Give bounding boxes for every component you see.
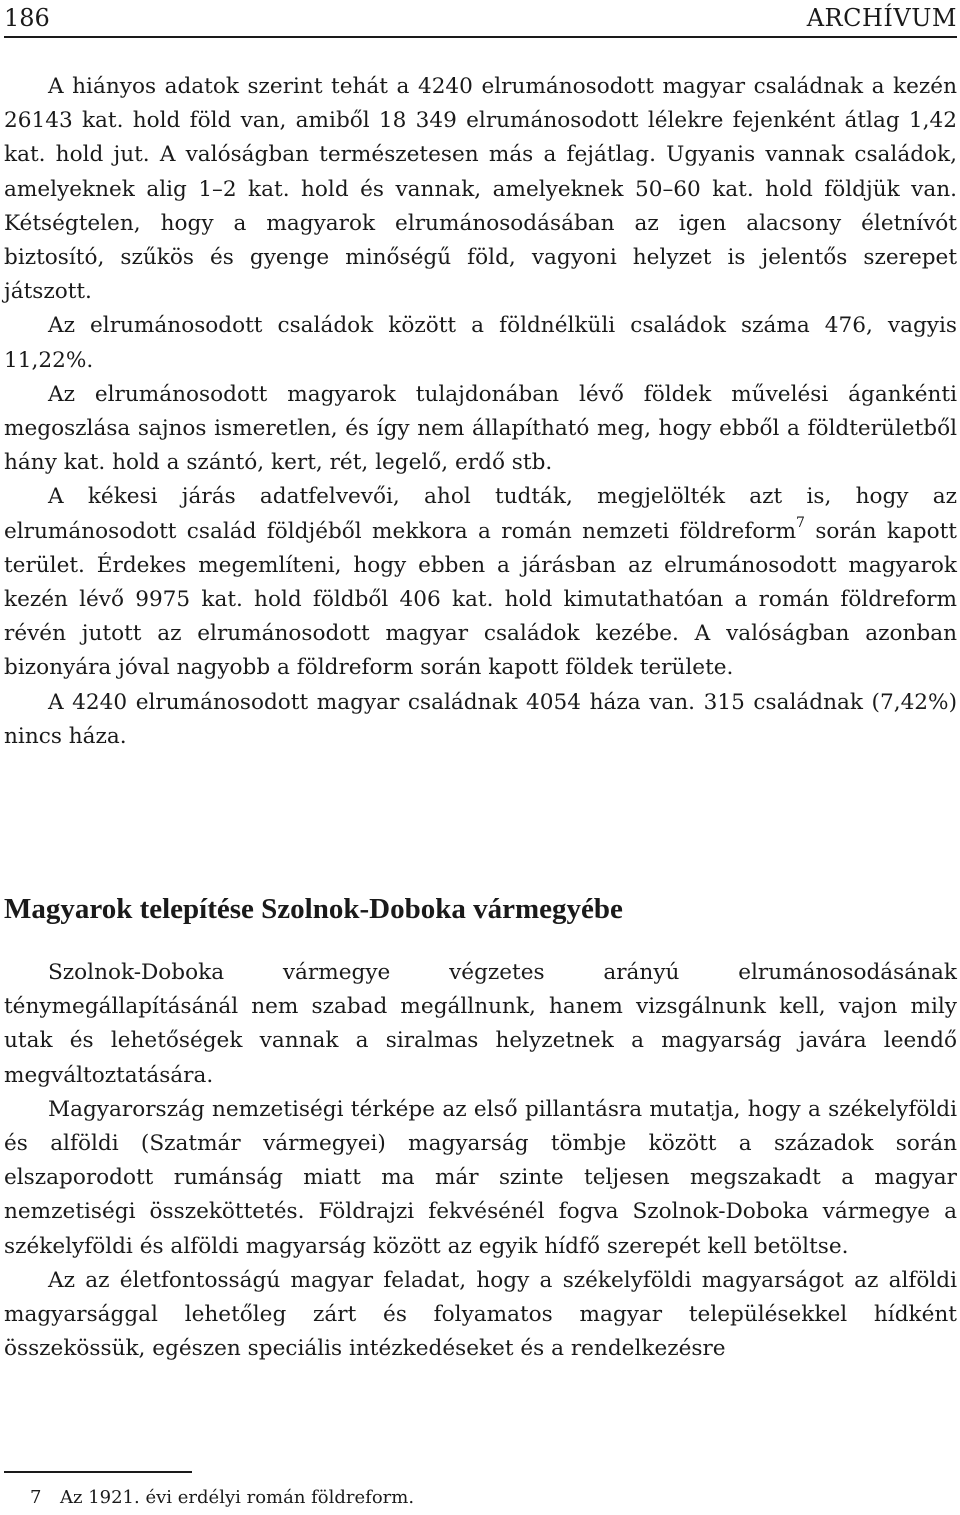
header-rule <box>4 36 957 38</box>
body-text-upper <box>4 70 957 754</box>
body-paragraph: Magyarország nemzetiségi térképe az első pillantásra mutatja, hogy a székelyföldi és alföldi (Szatmár vármegyei) magyarság tömbje között a századok során elszaporodott rumánság miatt ma már szinte teljesen megszakadt a magyar nemzetiségi összeköttetés. Földrajzi fekvésénél fogva Szolnok-Doboka vármegye a székelyföldi és alföldi magyarság között az egyik hídfő szerepét kell betöltse. <box>4 1096 957 1259</box>
running-header <box>4 2 957 34</box>
page-number: 186 <box>4 4 50 32</box>
footnote-rule <box>4 1471 192 1473</box>
footnote-text: Az 1921. évi erdélyi román földreform. <box>60 1487 415 1508</box>
body-paragraph: Az elrumánosodott magyarok tulajdonában lévő földek művelési ágankénti megoszlása sajnos ismeretlen, és így nem állapítható meg, hogy ebből a földterületből hány kat. hold a szántó, kert, rét, legelő, erdő stb. <box>4 381 957 476</box>
paragraph-text: során kapott terület. Érdekes megemlíteni, hogy ebben a járásban az elrumánosodott magyarok kezén lévő 9975 kat. hold földből 406 kat. hold kimutathatóan a román földreform révén jutott az elrumánosodott magyar családok kezébe. A valóságban azonban bizonyára jóval nagyobb a földreform során kapott földek területe. <box>4 518 957 681</box>
journal-title: ARCHÍVUM <box>806 4 957 32</box>
body-paragraph: Az elrumánosodott családok között a földnélküli családok száma 476, vagyis 11,22%. <box>4 313 957 373</box>
body-paragraph: Az az életfontosságú magyar feladat, hogy a székelyföldi magyarságot az alföldi magyarsággal lehetőleg zárt és folyamatos magyar településekkel hídként összekössük, egészen speciális intézkedéseket és a rendelkezésre <box>4 1267 957 1362</box>
body-text-lower <box>4 956 957 1366</box>
body-paragraph: A hiányos adatok szerint tehát a 4240 elrumánosodott magyar családnak a kezén 26143 kat. hold föld van, amiből 18 349 elrumánosodott lélekre fejenként átlag 1,42 kat. hold jut. A valóságban természetesen más a fejátlag. Ugyanis vannak családok, amelyeknek alig 1–2 kat. hold és vannak, amelyeknek 50–60 kat. hold földjük van. Kétségtelen, hogy a magyarok elrumánosodásában az igen alacsony életnívót biztosító, szűkös és gyenge minőségű föld, vagyoni helyzet is jelentős szerepet játszott. <box>4 74 957 305</box>
paragraph-text: A kékesi járás adatfelvevői, ahol tudták, megjelölték azt is, hogy az elrumánosodott család földjéből mekkora a román nemzeti földreform <box>4 484 957 544</box>
body-paragraph-with-footnote <box>4 480 957 685</box>
footnote-number: 7 <box>30 1487 42 1508</box>
body-paragraph: Szolnok-Doboka vármegye végzetes arányú elrumánosodásának ténymegállapításánál nem szabad megállnunk, hanem vizsgálnunk kell, vajon mily utak és lehetőségek vannak a siralmas helyzetnek a magyarság javára leendő megváltoztatására. <box>4 960 957 1088</box>
document-page <box>4 0 957 1515</box>
section-heading: Magyarok telepítése Szolnok-Doboka vármegyébe <box>4 893 623 925</box>
body-paragraph: A 4240 elrumánosodott magyar családnak 4054 háza van. 315 családnak (7,42%) nincs háza. <box>4 689 957 749</box>
footnote-reference[interactable]: 7 <box>796 515 805 532</box>
footnote <box>30 1486 414 1510</box>
